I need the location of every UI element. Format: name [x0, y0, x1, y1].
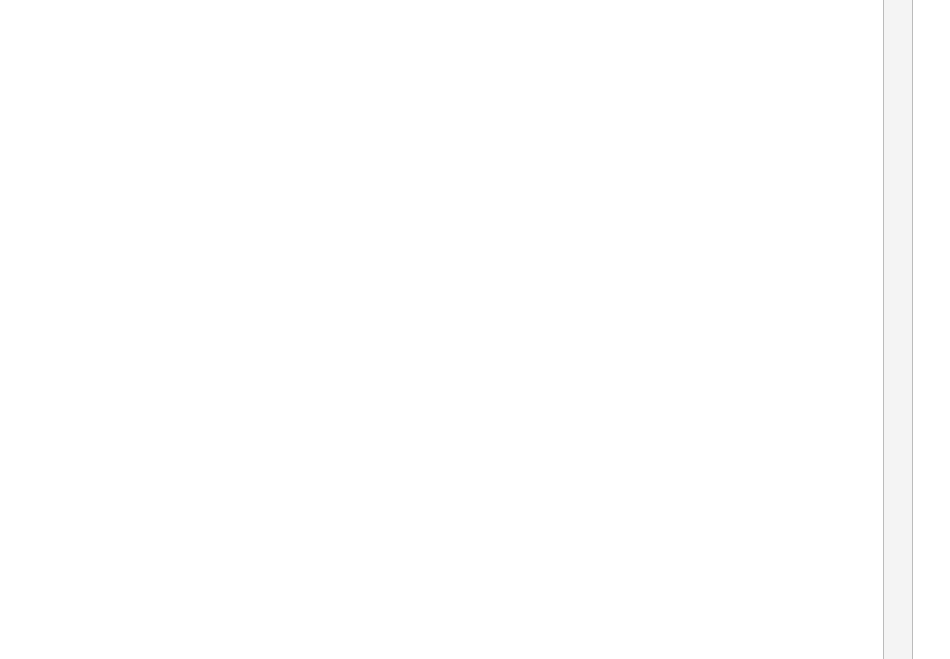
binding-margin [883, 0, 913, 659]
